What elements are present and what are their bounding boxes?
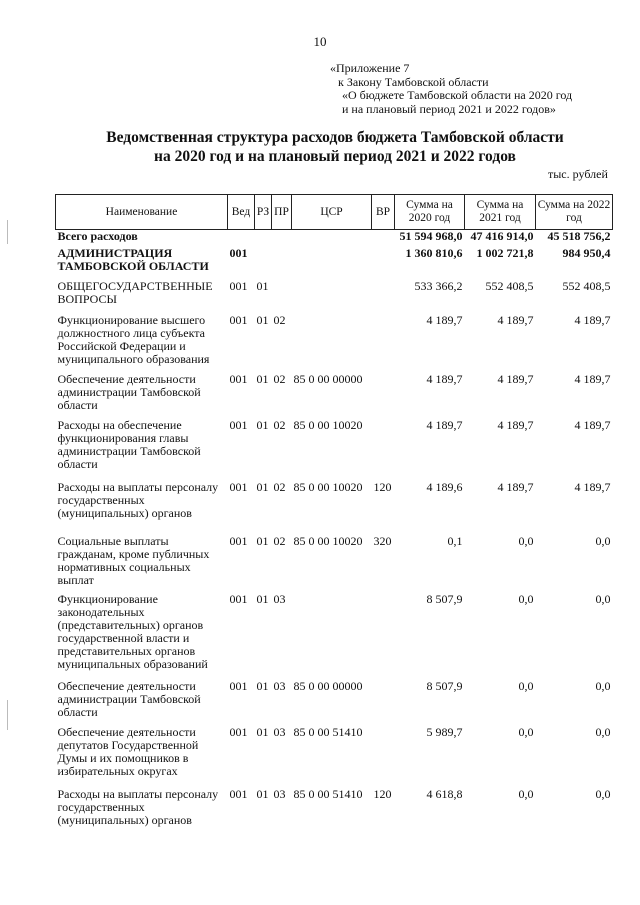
cell-pr: 02 <box>273 534 286 548</box>
cell-name: ОБЩЕГОСУДАРСТВЕННЫЕ ВОПРОСЫ <box>57 279 213 306</box>
table-row <box>56 230 613 244</box>
appendix-line: «Приложение 7 <box>330 61 410 75</box>
cell-name: Обеспечение деятельности администрации Тамбовской области <box>57 679 201 719</box>
cell-ved: 001 <box>229 418 248 432</box>
cell-sum-2020: 8 507,9 <box>426 679 463 693</box>
cell-sum-2022: 0,0 <box>595 534 611 548</box>
cell-vr <box>372 247 395 273</box>
cell-pr: 02 <box>273 372 286 386</box>
cell-sum-2022: 0,0 <box>595 679 611 693</box>
cell-ved: 001 <box>229 787 248 801</box>
cell-sum-2020: 8 507,9 <box>426 592 463 606</box>
cell-ved: 001 <box>229 372 248 386</box>
cell-sum-2021: 4 189,7 <box>497 313 534 327</box>
table-header-row <box>56 195 613 230</box>
cell-vr <box>372 726 395 778</box>
row-spacer <box>56 520 613 535</box>
table-row <box>56 373 613 412</box>
table-row <box>56 593 613 671</box>
cell-sum-2022: 0,0 <box>595 592 611 606</box>
cell-vr: 120 <box>373 480 392 494</box>
cell-sum-2022: 4 189,7 <box>574 480 611 494</box>
cell-sum-2020: 0,1 <box>447 534 463 548</box>
cell-sum-2020: 4 189,7 <box>426 418 463 432</box>
cell-rz: 01 <box>256 534 269 548</box>
cell-csr: 85 0 00 00000 <box>293 679 363 693</box>
cell-name: Обеспечение деятельности администрации Тамбовской области <box>57 372 201 412</box>
cell-pr: 02 <box>273 418 286 432</box>
cell-ved <box>228 230 255 244</box>
cell-vr: 320 <box>373 534 392 548</box>
cell-name: Функционирование высшего должностного лица субъекта Российской Федерации и муниципального образования <box>57 313 210 366</box>
cell-csr <box>292 247 372 273</box>
cell-ved: 001 <box>229 246 248 260</box>
appendix-note <box>330 62 572 116</box>
cell-ved: 001 <box>229 480 248 494</box>
cell-ved: 001 <box>229 313 248 327</box>
table-row <box>56 726 613 778</box>
cell-sum-2020: 51 594 968,0 <box>399 229 463 243</box>
cell-sum-2020: 4 189,7 <box>426 313 463 327</box>
cell-name: Социальные выплаты гражданам, кроме публичных нормативных социальных выплат <box>57 534 210 587</box>
appendix-line: и на плановый период 2021 и 2022 годов» <box>342 101 556 116</box>
page-number: 10 <box>313 34 327 49</box>
cell-name: Обеспечение деятельности депутатов Государственной Думы и их помощников в избирательных округах <box>57 725 199 778</box>
cell-csr: 85 0 00 10020 <box>293 480 363 494</box>
table-row <box>56 280 613 306</box>
cell-sum-2021: 0,0 <box>518 787 534 801</box>
cell-name: Расходы на выплаты персоналу государственных (муниципальных) органов <box>57 787 219 827</box>
cell-pr: 03 <box>273 592 286 606</box>
cell-csr: 85 0 00 00000 <box>293 372 363 386</box>
cell-ved: 001 <box>229 534 248 548</box>
cell-sum-2022: 4 189,7 <box>574 372 611 386</box>
appendix-line: к Закону Тамбовской области <box>338 74 489 89</box>
cell-csr <box>292 314 372 366</box>
cell-sum-2020: 4 618,8 <box>426 787 463 801</box>
cell-sum-2021: 47 416 914,0 <box>470 229 534 243</box>
cell-pr: 03 <box>273 787 286 801</box>
cell-vr <box>372 314 395 366</box>
col-header-csr: ЦСР <box>292 195 372 230</box>
cell-rz: 01 <box>256 725 269 739</box>
cell-sum-2020: 4 189,6 <box>426 480 463 494</box>
cell-pr: 03 <box>273 725 286 739</box>
document-title <box>60 128 610 166</box>
col-header-pr: ПР <box>272 195 292 230</box>
scan-artifact <box>7 700 8 730</box>
cell-rz <box>255 247 272 273</box>
title-line: Ведомственная структура расходов бюджета Тамбовской области <box>106 129 564 146</box>
cell-sum-2022: 552 408,5 <box>562 279 611 293</box>
cell-rz: 01 <box>256 372 269 386</box>
cell-sum-2021: 4 189,7 <box>497 372 534 386</box>
spacer-cell <box>56 520 613 535</box>
col-header-sum-2021: Сумма на 2021 год <box>465 195 536 230</box>
appendix-line: «О бюджете Тамбовской области на 2020 год <box>342 88 573 102</box>
col-header-ved: Вед <box>228 195 255 230</box>
cell-pr: 02 <box>273 313 286 327</box>
cell-ved: 001 <box>229 592 248 606</box>
col-header-sum-2022: Сумма на 2022 год <box>536 195 613 230</box>
cell-csr <box>292 230 372 244</box>
cell-rz: 01 <box>256 279 269 293</box>
col-header-name: Наименование <box>56 195 228 230</box>
cell-rz: 01 <box>256 592 269 606</box>
cell-sum-2021: 1 002 721,8 <box>476 246 534 260</box>
cell-pr: 03 <box>273 679 286 693</box>
cell-name: Расходы на выплаты персоналу государственных (муниципальных) органов <box>57 480 219 520</box>
cell-sum-2020: 5 989,7 <box>426 725 463 739</box>
cell-sum-2020: 4 189,7 <box>426 372 463 386</box>
cell-pr <box>272 230 292 244</box>
units-label: тыс. рублей <box>548 167 608 181</box>
table-row <box>56 247 613 273</box>
cell-vr: 120 <box>373 787 392 801</box>
cell-sum-2022: 4 189,7 <box>574 418 611 432</box>
expenditure-table <box>55 194 613 827</box>
cell-rz: 01 <box>256 679 269 693</box>
cell-ved: 001 <box>229 279 248 293</box>
cell-pr: 02 <box>273 480 286 494</box>
cell-csr: 85 0 00 10020 <box>293 534 363 548</box>
cell-rz: 01 <box>256 480 269 494</box>
cell-pr <box>272 280 292 306</box>
cell-rz <box>255 230 272 244</box>
cell-name: Всего расходов <box>57 229 138 243</box>
cell-name: АДМИНИСТРАЦИЯ ТАМБОВСКОЙ ОБЛАСТИ <box>57 246 209 273</box>
cell-sum-2020: 1 360 810,6 <box>405 246 463 260</box>
cell-sum-2020: 533 366,2 <box>414 279 463 293</box>
cell-vr <box>372 419 395 471</box>
cell-sum-2021: 0,0 <box>518 592 534 606</box>
cell-sum-2022: 45 518 756,2 <box>547 229 611 243</box>
table-row <box>56 481 613 520</box>
cell-vr <box>372 373 395 412</box>
cell-name: Расходы на обеспечение функционирования главы администрации Тамбовской области <box>57 418 201 471</box>
cell-vr <box>372 593 395 671</box>
cell-sum-2022: 984 950,4 <box>562 246 611 260</box>
table-row <box>56 419 613 471</box>
table-row <box>56 788 613 827</box>
cell-rz: 01 <box>256 787 269 801</box>
col-header-sum-2020: Сумма на 2020 год <box>395 195 465 230</box>
cell-sum-2022: 0,0 <box>595 725 611 739</box>
cell-vr <box>372 230 395 244</box>
cell-vr <box>372 280 395 306</box>
cell-sum-2022: 0,0 <box>595 787 611 801</box>
scan-artifact <box>7 220 8 244</box>
cell-csr <box>292 593 372 671</box>
cell-ved: 001 <box>229 679 248 693</box>
col-header-vr: ВР <box>372 195 395 230</box>
cell-sum-2021: 0,0 <box>518 534 534 548</box>
cell-rz: 01 <box>256 418 269 432</box>
table-row <box>56 535 613 587</box>
cell-sum-2021: 0,0 <box>518 725 534 739</box>
table-row <box>56 680 613 719</box>
cell-ved: 001 <box>229 725 248 739</box>
cell-sum-2021: 0,0 <box>518 679 534 693</box>
title-line: на 2020 год и на плановый период 2021 и 2022 годов <box>154 148 516 165</box>
cell-rz: 01 <box>256 313 269 327</box>
cell-pr <box>272 247 292 273</box>
cell-name: Функционирование законодательных (представительных) органов государственной власти и представительных органов муниципальных образований <box>57 592 208 671</box>
cell-sum-2021: 4 189,7 <box>497 480 534 494</box>
col-header-rz: РЗ <box>255 195 272 230</box>
table-row <box>56 314 613 366</box>
cell-sum-2021: 4 189,7 <box>497 418 534 432</box>
cell-sum-2021: 552 408,5 <box>485 279 534 293</box>
cell-sum-2022: 4 189,7 <box>574 313 611 327</box>
cell-vr <box>372 680 395 719</box>
cell-csr: 85 0 00 10020 <box>293 418 363 432</box>
cell-csr: 85 0 00 51410 <box>293 787 363 801</box>
cell-csr: 85 0 00 51410 <box>293 725 363 739</box>
cell-csr <box>292 280 372 306</box>
